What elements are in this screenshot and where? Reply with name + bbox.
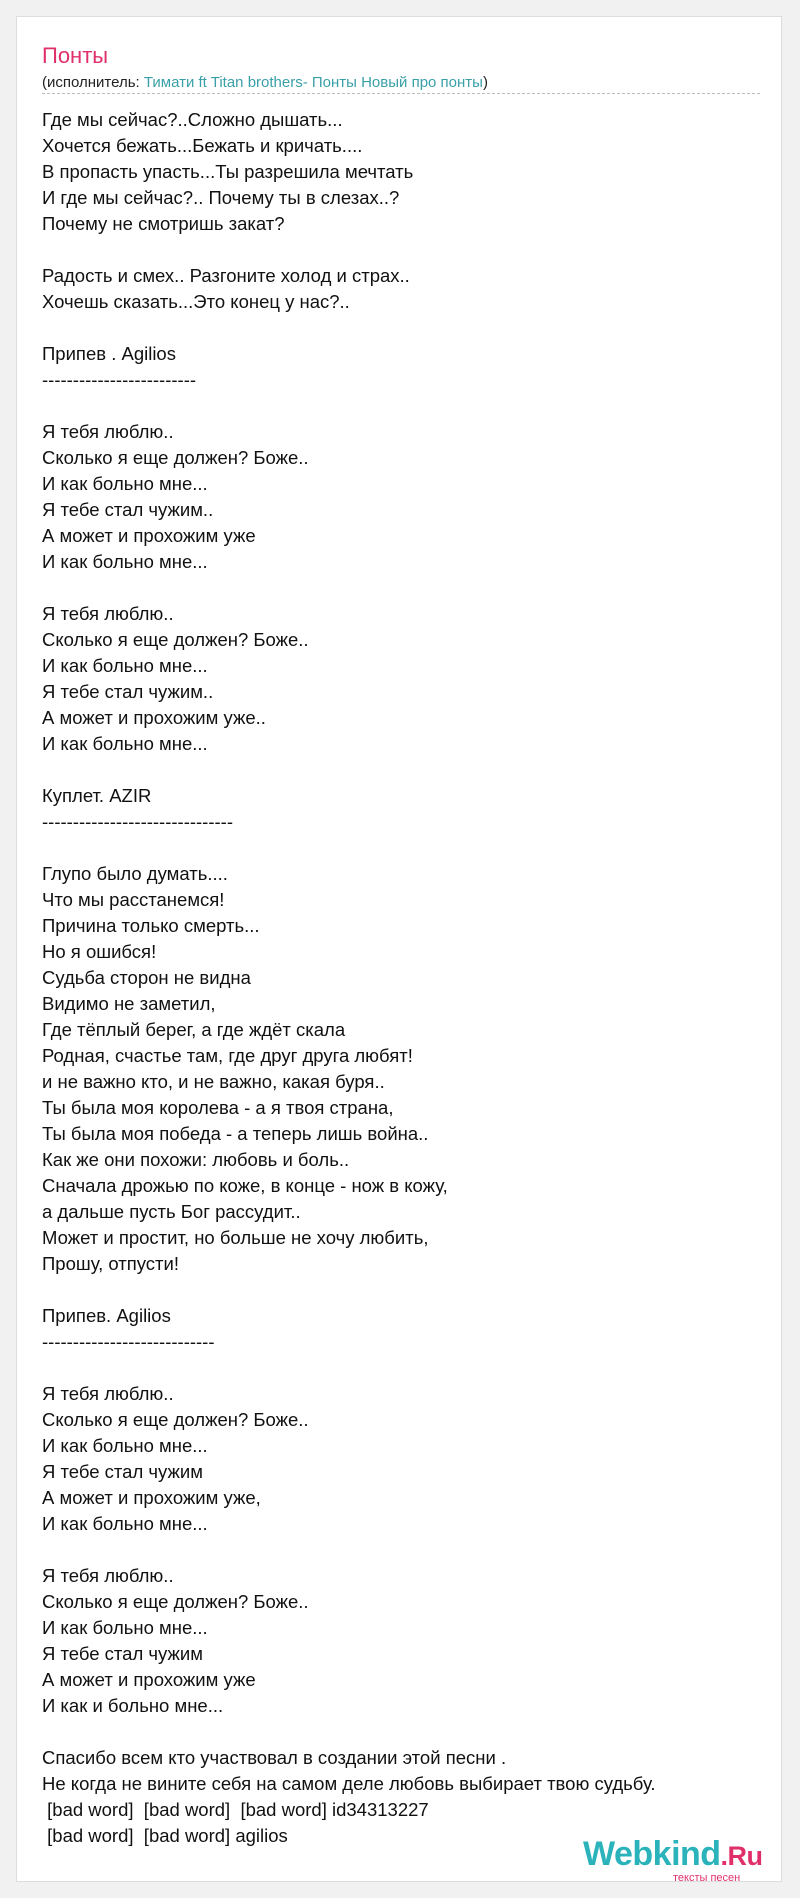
lyrics-line: Видимо не заметил,: [42, 993, 216, 1014]
lyrics-blank-line: [42, 1719, 772, 1745]
lyrics-line: Спасибо всем кто участвовал в создании этой песни .: [42, 1747, 507, 1768]
logo-tld: .Ru: [720, 1841, 763, 1871]
lyrics-line: Не когда не вините себя на самом деле любовь выбирает твою судьбу.: [42, 1773, 656, 1794]
lyrics-line: Сначала дрожью по коже, в конце - нож в кожу,: [42, 1175, 448, 1196]
title-divider: [42, 93, 760, 94]
lyrics-card: [16, 16, 782, 1882]
performer-link[interactable]: Тимати ft Titan brothers- Понты Новый про понты: [143, 74, 483, 91]
lyrics-blank-line: [42, 315, 772, 341]
lyrics-blank-line: [42, 575, 772, 601]
lyrics-blank-line: [42, 237, 772, 263]
lyrics-line: В пропасть упасть...Ты разрешила мечтать: [42, 161, 414, 182]
lyrics-line: Хочется бежать...Бежать и кричать....: [42, 135, 363, 156]
lyrics-line: Но я ошибся!: [42, 941, 157, 962]
lyrics-blank-line: [42, 835, 772, 861]
lyrics-blank-line: [42, 393, 772, 419]
lyrics-line: ----------------------------: [42, 1331, 215, 1352]
lyrics-line: [bad word] [bad word] agilios: [42, 1825, 288, 1846]
lyrics-line: -------------------------: [42, 369, 197, 390]
lyrics-blank-line: [42, 1277, 772, 1303]
lyrics-line: Причина только смерть...: [42, 915, 260, 936]
lyrics-line: Сколько я еще должен? Боже..: [42, 447, 309, 468]
lyrics-line: и не важно кто, и не важно, какая буря..: [42, 1071, 385, 1092]
lyrics-line: Судьба сторон не видна: [42, 967, 251, 988]
lyrics-line: Сколько я еще должен? Боже..: [42, 629, 309, 650]
lyrics-line: Куплет. AZIR: [42, 785, 152, 806]
performer-prefix: (исполнитель:: [42, 74, 144, 91]
lyrics-line: И как больно мне...: [42, 1513, 208, 1534]
lyrics-line: И как больно мне...: [42, 733, 208, 754]
lyrics-line: А может и прохожим уже,: [42, 1487, 261, 1508]
lyrics-line: Я тебе стал чужим..: [42, 681, 214, 702]
lyrics-line: Я тебя люблю..: [42, 603, 174, 624]
lyrics-line: [bad word] [bad word] [bad word] id34313227: [42, 1799, 429, 1820]
lyrics-line: Хочешь сказать...Это конец у нас?..: [42, 291, 350, 312]
lyrics-line: И как и больно мне...: [42, 1695, 224, 1716]
lyrics-blank-line: [42, 1355, 772, 1381]
lyrics-blank-line: [42, 757, 772, 783]
lyrics-line: А может и прохожим уже: [42, 1669, 256, 1690]
lyrics-line: Я тебе стал чужим..: [42, 499, 214, 520]
lyrics-line: Я тебя люблю..: [42, 421, 174, 442]
lyrics-line: Может и простит, но больше не хочу любить,: [42, 1227, 429, 1248]
lyrics-line: И как больно мне...: [42, 1435, 208, 1456]
lyrics-line: Сколько я еще должен? Боже..: [42, 1591, 309, 1612]
lyrics-line: И как больно мне...: [42, 551, 208, 572]
lyrics-line: Почему не смотришь закат?: [42, 213, 285, 234]
lyrics-line: И как больно мне...: [42, 655, 208, 676]
lyrics-line: И как больно мне...: [42, 473, 208, 494]
lyrics-line: а дальше пусть Бог рассудит..: [42, 1201, 301, 1222]
lyrics-line: Ты была моя королева - а я твоя страна,: [42, 1097, 394, 1118]
lyrics-line: Я тебя люблю..: [42, 1565, 174, 1586]
lyrics-text: [42, 107, 772, 1849]
logo-tagline: тексты песен: [673, 1872, 741, 1884]
lyrics-blank-line: [42, 1537, 772, 1563]
webkind-logo[interactable]: [583, 1835, 783, 1885]
lyrics-line: Радость и смех.. Разгоните холод и страх..: [42, 265, 410, 286]
logo-name: Webkind: [583, 1835, 721, 1873]
lyrics-line: Я тебе стал чужим: [42, 1643, 203, 1664]
lyrics-line: Припев . Agilios: [42, 343, 176, 364]
logo-wordmark: [583, 1835, 763, 1875]
lyrics-line: А может и прохожим уже: [42, 525, 256, 546]
lyrics-line: Глупо было думать....: [42, 863, 228, 884]
lyrics-line: Ты была моя победа - а теперь лишь война..: [42, 1123, 429, 1144]
lyrics-line: Родная, счастье там, где друг друга любят!: [42, 1045, 413, 1066]
lyrics-line: -------------------------------: [42, 811, 233, 832]
performer-line: [42, 74, 488, 92]
lyrics-line: Сколько я еще должен? Боже..: [42, 1409, 309, 1430]
lyrics-line: И как больно мне...: [42, 1617, 208, 1638]
lyrics-line: Я тебе стал чужим: [42, 1461, 203, 1482]
lyrics-line: Как же они похожи: любовь и боль..: [42, 1149, 350, 1170]
lyrics-line: Я тебя люблю..: [42, 1383, 174, 1404]
lyrics-line: Что мы расстанемся!: [42, 889, 225, 910]
lyrics-line: Где мы сейчас?..Сложно дышать...: [42, 109, 343, 130]
lyrics-line: Где тёплый берег, а где ждёт скала: [42, 1019, 346, 1040]
song-title: Понты: [42, 43, 109, 68]
lyrics-line: Припев. Agilios: [42, 1305, 171, 1326]
lyrics-line: И где мы сейчас?.. Почему ты в слезах..?: [42, 187, 400, 208]
lyrics-line: А может и прохожим уже..: [42, 707, 266, 728]
performer-suffix: ): [482, 74, 488, 91]
lyrics-line: Прошу, отпусти!: [42, 1253, 180, 1274]
